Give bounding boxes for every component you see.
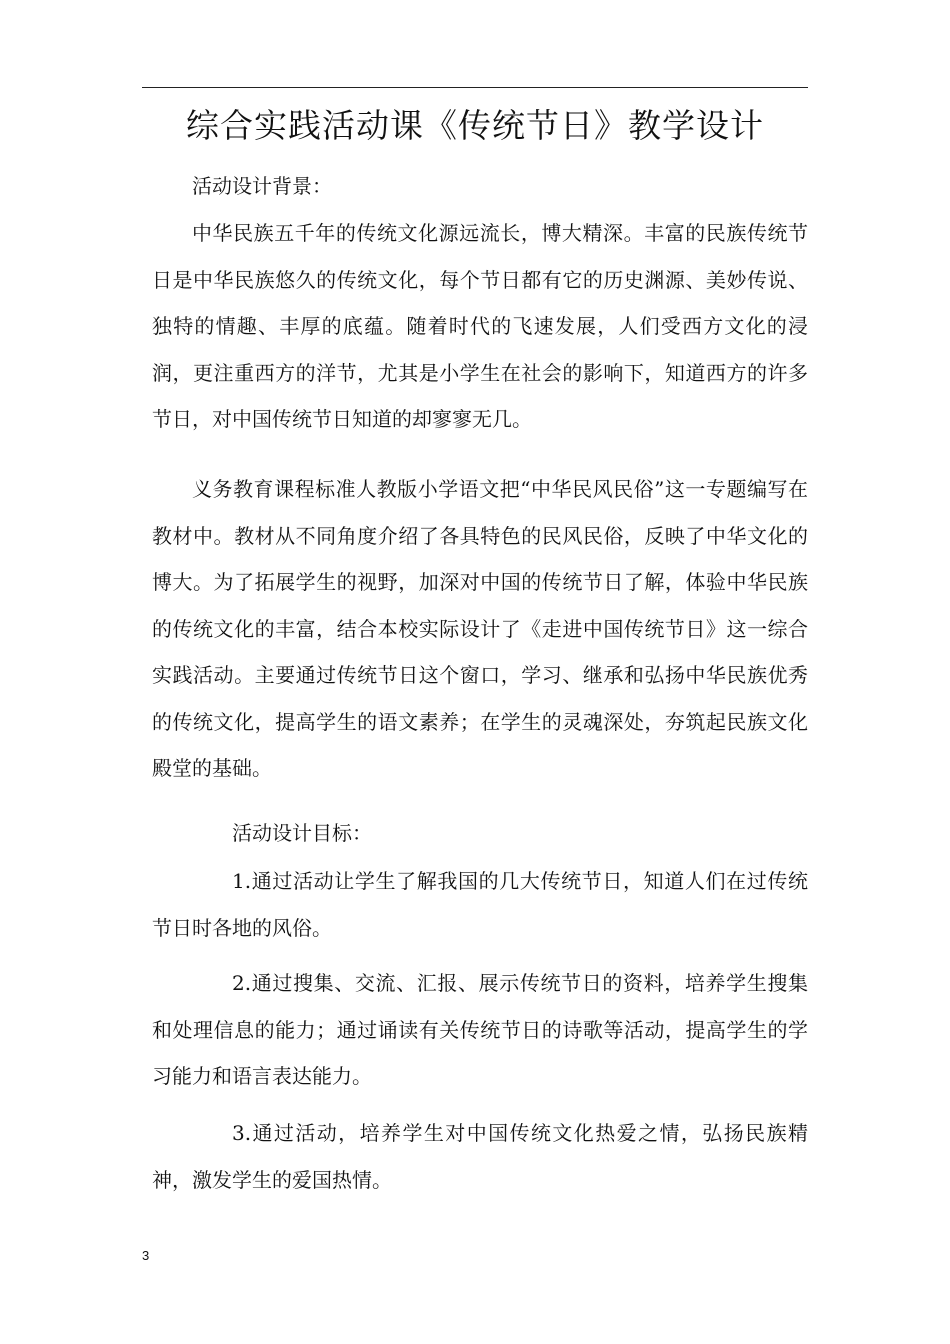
page-number: 3 [142, 1248, 150, 1263]
background-paragraph-2: 义务教育课程标准人教版小学语文把“中华民风民俗”这一专题编写在教材中。教材从不同角度介绍了各具特色的民风民俗，反映了中华文化的博大。为了拓展学生的视野，加深对中国的传统节日了解，体验中华民族的传统文化的丰富，结合本校实际设计了《走进中国传统节日》这一综合实践活动。主要通过传统节日这个窗口，学习、继承和弘扬中华民族优秀的传统文化，提高学生的语文素养；在学生的灵魂深处，夯筑起民族文化殿堂的基础。 [152, 477, 808, 780]
background-heading: 活动设计背景： [192, 174, 332, 198]
goals-heading: 活动设计目标： [232, 821, 372, 845]
page-title: 综合实践活动课《传统节日》教学设计 [186, 106, 764, 145]
goal-item-3: 3.通过活动，培养学生对中国传统文化热爱之情，弘扬民族精神，激发学生的爱国热情。 [152, 1121, 808, 1192]
background-paragraph-1: 中华民族五千年的传统文化源远流长，博大精深。丰富的民族传统节日是中华民族悠久的传统文化，每个节日都有它的历史渊源、美妙传说、独特的情趣、丰厚的底蕴。随着时代的飞速发展，人们受西方文化的浸润，更注重西方的洋节，尤其是小学生在社会的影响下，知道西方的许多节日，对中国传统节日知道的却寥寥无几。 [152, 221, 808, 431]
header-rule [142, 87, 808, 88]
goal-item-2: 2.通过搜集、交流、汇报、展示传统节日的资料，培养学生搜集和处理信息的能力；通过诵读有关传统节日的诗歌等活动，提高学生的学习能力和语言表达能力。 [152, 971, 808, 1088]
goal-item-1: 1.通过活动让学生了解我国的几大传统节日，知道人们在过传统节日时各地的风俗。 [152, 869, 808, 940]
